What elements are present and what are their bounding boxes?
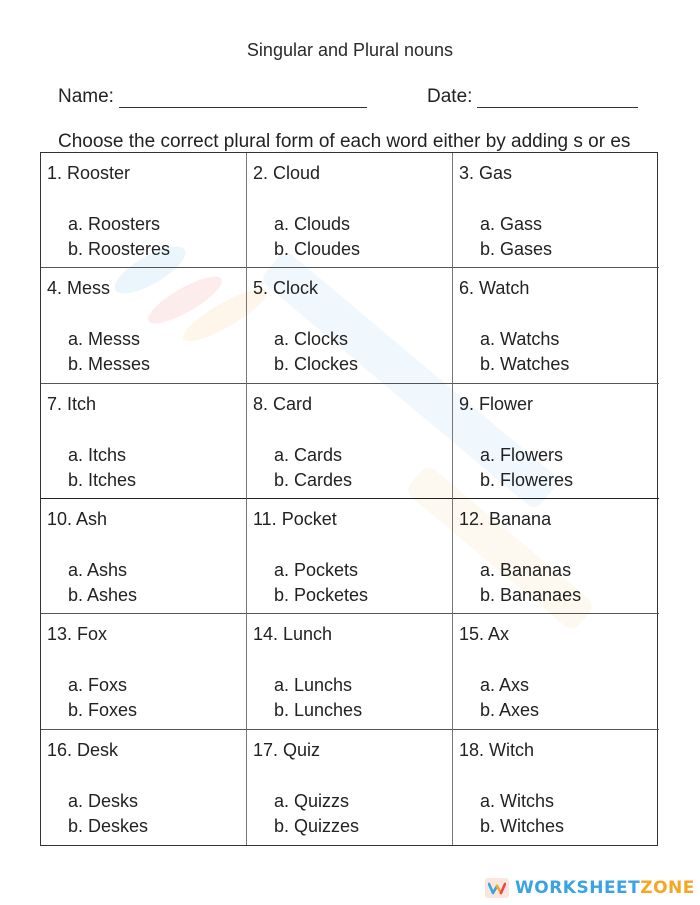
question-word: 11. Pocket — [253, 509, 337, 529]
question-cell — [41, 384, 247, 499]
option-b[interactable]: b. Bananaes — [480, 585, 582, 605]
question-word: 8. Card — [253, 393, 313, 414]
worksheetzone-w-icon — [485, 878, 509, 898]
option-a[interactable]: a. Cards — [274, 444, 343, 465]
questions-table — [40, 152, 658, 846]
question-cell — [41, 268, 247, 383]
option-b[interactable]: b. Roosteres — [68, 239, 171, 259]
question-word: 2. Cloud — [253, 163, 321, 183]
option-a[interactable]: a. Watchs — [480, 329, 560, 350]
question-word: 4. Mess — [47, 278, 111, 299]
option-a[interactable]: a. Witchs — [480, 790, 555, 811]
question-word: 6. Watch — [459, 278, 530, 299]
option-b[interactable]: b. Itches — [68, 469, 137, 490]
question-cell — [247, 384, 453, 499]
option-a[interactable]: a. Desks — [68, 790, 139, 811]
question-word: 3. Gas — [459, 163, 513, 183]
question-cell — [247, 730, 453, 845]
option-a[interactable]: a. Bananas — [480, 560, 572, 580]
option-a[interactable]: a. Ashs — [68, 560, 128, 580]
option-b[interactable]: b. Pocketes — [274, 585, 369, 605]
question-word: 16. Desk — [47, 739, 119, 760]
date-field — [427, 86, 638, 108]
name-blank-line[interactable] — [119, 89, 367, 108]
question-cell — [41, 730, 247, 845]
question-cell — [41, 153, 247, 268]
option-a[interactable]: a. Quizzs — [274, 790, 350, 811]
option-a[interactable]: a. Messs — [68, 329, 141, 350]
option-b[interactable]: b. Foxes — [68, 700, 138, 721]
question-cell — [453, 614, 659, 729]
option-b[interactable]: b. Deskes — [68, 815, 149, 836]
question-cell — [453, 384, 659, 499]
option-b[interactable]: b. Witches — [480, 815, 565, 836]
option-a[interactable]: a. Gass — [480, 214, 543, 234]
question-word: 1. Rooster — [47, 163, 131, 183]
option-a[interactable]: a. Axs — [480, 675, 530, 696]
option-b[interactable]: b. Messes — [68, 354, 151, 375]
option-b[interactable]: b. Gases — [480, 239, 553, 259]
question-cell — [453, 730, 659, 845]
brand-name-part1: WORKSHEET — [515, 878, 641, 898]
option-b[interactable]: b. Floweres — [480, 469, 574, 490]
question-word: 10. Ash — [47, 509, 108, 529]
option-b[interactable]: b. Watches — [480, 354, 570, 375]
brand-name-part2: ZONE — [640, 878, 695, 898]
option-a[interactable]: a. Pockets — [274, 560, 359, 580]
question-cell — [41, 614, 247, 729]
option-b[interactable]: b. Quizzes — [274, 815, 360, 836]
option-a[interactable]: a. Clocks — [274, 329, 349, 350]
option-a[interactable]: a. Clouds — [274, 214, 351, 234]
question-word: 18. Witch — [459, 739, 535, 760]
question-cell — [453, 499, 659, 614]
question-word: 14. Lunch — [253, 624, 333, 645]
question-cell — [247, 153, 453, 268]
question-cell — [247, 499, 453, 614]
option-a[interactable]: a. Lunchs — [274, 675, 353, 696]
option-b[interactable]: b. Lunches — [274, 700, 363, 721]
question-word: 7. Itch — [47, 393, 97, 414]
date-blank-line[interactable] — [477, 89, 638, 108]
question-cell — [453, 153, 659, 268]
question-word: 15. Ax — [459, 624, 510, 645]
option-b[interactable]: b. Ashes — [68, 585, 138, 605]
option-a[interactable]: a. Flowers — [480, 444, 564, 465]
option-a[interactable]: a. Foxs — [68, 675, 128, 696]
worksheetzone-logo[interactable] — [485, 878, 695, 898]
question-word: 12. Banana — [459, 509, 552, 529]
option-b[interactable]: b. Cloudes — [274, 239, 361, 259]
question-cell — [247, 268, 453, 383]
question-cell — [453, 268, 659, 383]
name-field — [58, 86, 367, 108]
question-word: 17. Quiz — [253, 739, 321, 760]
question-cell — [41, 499, 247, 614]
option-b[interactable]: b. Cardes — [274, 469, 353, 490]
page-title: Singular and Plural nouns — [246, 40, 454, 60]
option-b[interactable]: b. Clockes — [274, 354, 359, 375]
name-label: Name: — [58, 86, 114, 107]
instructions: Choose the correct plural form of each word either by adding s or es — [58, 131, 631, 152]
option-a[interactable]: a. Itchs — [68, 444, 127, 465]
option-b[interactable]: b. Axes — [480, 700, 540, 721]
question-word: 13. Fox — [47, 624, 108, 645]
date-label: Date: — [427, 86, 473, 107]
brand-name — [515, 878, 695, 898]
question-word: 9. Flower — [459, 393, 534, 414]
option-a[interactable]: a. Roosters — [68, 214, 161, 234]
question-cell — [247, 614, 453, 729]
question-word: 5. Clock — [253, 278, 319, 299]
